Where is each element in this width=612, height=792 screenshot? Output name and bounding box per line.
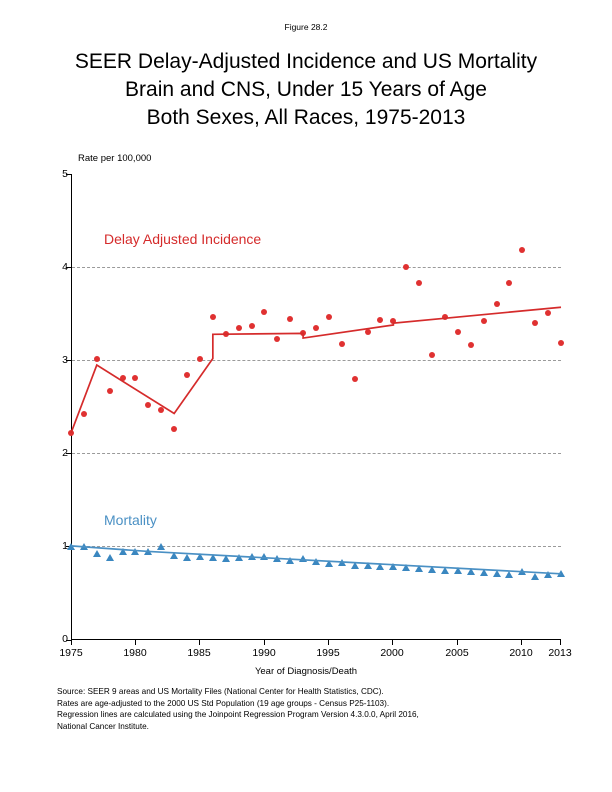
mortality-data-point bbox=[518, 568, 526, 575]
gridline-4 bbox=[72, 267, 561, 268]
title-line-2: Brain and CNS, Under 15 Years of Age bbox=[125, 78, 487, 101]
y-axis-label: Rate per 100,000 bbox=[78, 153, 152, 164]
incidence-data-point bbox=[313, 325, 319, 331]
incidence-data-point bbox=[545, 310, 551, 316]
x-tick-mark-1980 bbox=[135, 640, 136, 645]
mortality-data-point bbox=[196, 553, 204, 560]
mortality-data-point bbox=[299, 555, 307, 562]
source-note bbox=[57, 686, 419, 732]
y-tick-label-1: 1 bbox=[62, 540, 68, 552]
y-tick-label-0: 0 bbox=[62, 633, 68, 645]
mortality-data-point bbox=[157, 543, 165, 550]
incidence-data-point bbox=[442, 314, 448, 320]
x-tick-label-1980: 1980 bbox=[123, 647, 147, 659]
incidence-data-point bbox=[249, 323, 255, 329]
x-tick-mark-1990 bbox=[264, 640, 265, 645]
mortality-data-point bbox=[338, 559, 346, 566]
source-line-3: Regression lines are calculated using the Joinpoint Regression Program Version 4.3.0.0, April 2016, bbox=[57, 710, 419, 719]
x-tick-mark-1995 bbox=[328, 640, 329, 645]
mortality-data-point bbox=[183, 554, 191, 561]
incidence-data-point bbox=[236, 325, 242, 331]
mortality-data-point bbox=[402, 564, 410, 571]
mortality-data-point bbox=[467, 568, 475, 575]
incidence-data-point bbox=[120, 375, 126, 381]
x-tick-label-1995: 1995 bbox=[316, 647, 340, 659]
mortality-data-point bbox=[480, 569, 488, 576]
source-line-2: Rates are age-adjusted to the 2000 US Std Population (19 age groups - Census P25-1103). bbox=[57, 698, 390, 708]
incidence-data-point bbox=[481, 318, 487, 324]
source-line-1: Source: SEER 9 areas and US Mortality Files (National Center for Health Statistics, CDC). bbox=[57, 687, 384, 696]
incidence-data-point bbox=[558, 340, 564, 346]
mortality-data-point bbox=[493, 570, 501, 577]
mortality-data-point bbox=[235, 554, 243, 561]
x-tick-label-1975: 1975 bbox=[59, 647, 83, 659]
x-tick-label-1985: 1985 bbox=[187, 647, 211, 659]
x-tick-mark-2010 bbox=[521, 640, 522, 645]
mortality-data-point bbox=[80, 543, 88, 550]
incidence-data-point bbox=[197, 356, 203, 362]
mortality-data-point bbox=[209, 554, 217, 561]
source-line-4: National Cancer Institute. bbox=[57, 721, 149, 731]
x-axis-label: Year of Diagnosis/Death bbox=[254, 666, 358, 677]
mortality-data-point bbox=[544, 571, 552, 578]
mortality-data-point bbox=[415, 565, 423, 572]
incidence-data-point bbox=[429, 352, 435, 358]
mortality-data-point bbox=[248, 553, 256, 560]
x-tick-label-2013: 2013 bbox=[548, 647, 572, 659]
mortality-data-point bbox=[131, 548, 139, 555]
x-tick-label-2000: 2000 bbox=[380, 647, 404, 659]
gridline-2 bbox=[72, 453, 561, 454]
mortality-data-point bbox=[260, 553, 268, 560]
x-tick-label-2005: 2005 bbox=[445, 647, 469, 659]
legend-mortality: Mortality bbox=[104, 512, 157, 528]
mortality-data-point bbox=[557, 570, 565, 577]
incidence-data-point bbox=[339, 341, 345, 347]
mortality-data-point bbox=[144, 548, 152, 555]
x-tick-mark-2000 bbox=[392, 640, 393, 645]
x-tick-mark-1985 bbox=[199, 640, 200, 645]
mortality-data-point bbox=[389, 563, 397, 570]
x-tick-label-1990: 1990 bbox=[252, 647, 276, 659]
mortality-data-point bbox=[106, 554, 114, 561]
mortality-data-point bbox=[119, 548, 127, 555]
incidence-data-point bbox=[326, 314, 332, 320]
mortality-data-point bbox=[376, 563, 384, 570]
figure-number: Figure 28.2 bbox=[284, 22, 328, 32]
mortality-data-point bbox=[531, 573, 539, 580]
mortality-data-point bbox=[67, 543, 75, 550]
mortality-data-point bbox=[312, 558, 320, 565]
legend-incidence: Delay Adjusted Incidence bbox=[104, 231, 262, 247]
incidence-data-point bbox=[352, 376, 358, 382]
mortality-data-point bbox=[505, 571, 513, 578]
mortality-data-point bbox=[170, 552, 178, 559]
gridline-3 bbox=[72, 360, 561, 361]
mortality-data-point bbox=[222, 555, 230, 562]
incidence-data-point bbox=[210, 314, 216, 320]
x-tick-mark-2005 bbox=[457, 640, 458, 645]
mortality-data-point bbox=[325, 560, 333, 567]
incidence-data-point bbox=[468, 342, 474, 348]
y-tick-label-4: 4 bbox=[62, 261, 68, 273]
mortality-data-point bbox=[454, 567, 462, 574]
mortality-data-point bbox=[286, 557, 294, 564]
mortality-data-point bbox=[441, 567, 449, 574]
incidence-data-point bbox=[455, 329, 461, 335]
mortality-data-point bbox=[93, 550, 101, 557]
y-tick-label-2: 2 bbox=[62, 447, 68, 459]
mortality-data-point bbox=[273, 555, 281, 562]
title-line-3: Both Sexes, All Races, 1975-2013 bbox=[146, 106, 466, 129]
x-tick-label-2010: 2010 bbox=[509, 647, 533, 659]
title-line-1: SEER Delay-Adjusted Incidence and US Mortality bbox=[74, 50, 538, 73]
x-tick-mark-2013 bbox=[560, 640, 561, 645]
x-tick-mark-1975 bbox=[71, 640, 72, 645]
incidence-data-point bbox=[107, 388, 113, 394]
mortality-data-point bbox=[351, 562, 359, 569]
y-tick-label-5: 5 bbox=[62, 168, 68, 180]
y-tick-label-3: 3 bbox=[62, 354, 68, 366]
incidence-data-point bbox=[494, 301, 500, 307]
mortality-data-point bbox=[428, 566, 436, 573]
mortality-data-point bbox=[364, 562, 372, 569]
gridline-1 bbox=[72, 546, 561, 547]
